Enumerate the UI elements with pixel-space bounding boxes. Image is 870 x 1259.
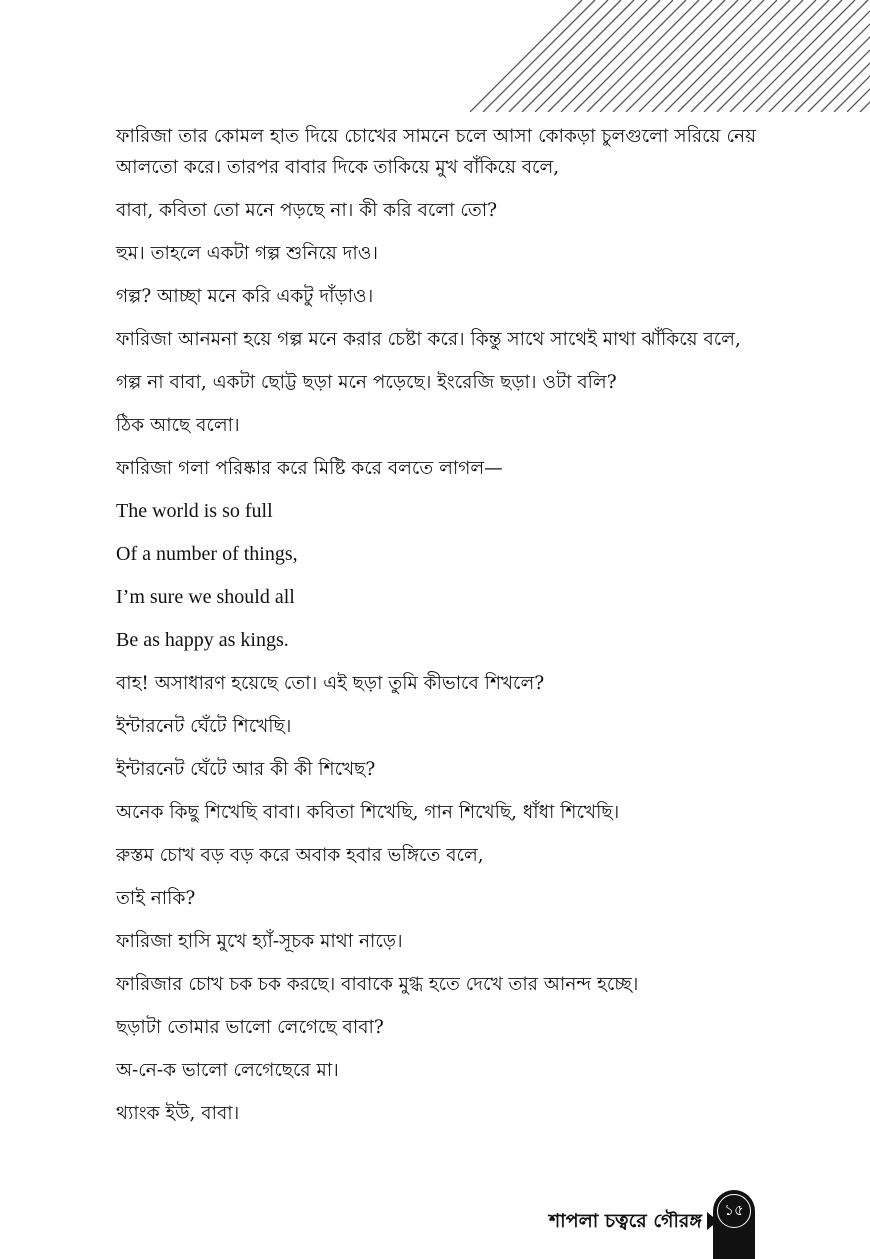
paragraph-6: গল্প না বাবা, একটা ছোট্ট ছড়া মনে পড়েছে। ইংরেজি ছড়া। ওটা বলি? (116, 372, 617, 393)
poem-line-4: Be as happy as kings. (116, 629, 289, 651)
paragraph-4: গল্প? আচ্ছা মনে করি একটু দাঁড়াও। (116, 286, 374, 307)
paragraph-20: ফারিজার চোখ চক চক করছে। বাবাকে মুগ্ধ হতে দেখে তার আনন্দ হচ্ছে। (116, 974, 639, 995)
poem-line-1: The world is so full (116, 500, 273, 522)
paragraph-13: বাহ! অসাধারণ হয়েছে তো। এই ছড়া তুমি কীভাবে শিখলে? (116, 673, 545, 694)
hatch-stripe (821, 0, 870, 112)
paragraph-2: বাবা, কবিতা তো মনে পড়ছে না। কী করি বলো তো? (116, 200, 498, 221)
hatch-stripe (795, 0, 870, 112)
paragraph-3: হুম। তাহলে একটা গল্প শুনিয়ে দাও। (116, 243, 378, 264)
paragraph-8: ফারিজা গলা পরিষ্কার করে মিষ্টি করে বলতে লাগল— (116, 458, 503, 479)
paragraph-17: রুস্তম চোখ বড় বড় করে অবাক হবার ভঙ্গিতে বলে, (116, 845, 484, 866)
page-number: ১৫ (717, 1194, 751, 1228)
paragraph-16: অনেক কিছু শিখেছি বাবা। কবিতা শিখেছি, গান শিখেছি, ধাঁধা শিখেছি। (116, 802, 620, 823)
poem-line-2: Of a number of things, (116, 543, 298, 565)
paragraph-22: অ-নে-ক ভালো লেগেছেরে মা। (116, 1060, 339, 1081)
page-footer (0, 1186, 870, 1259)
paragraph-5: ফারিজা আনমনা হয়ে গল্প মনে করার চেষ্টা করে। কিন্তু সাথে সাথেই মাথা ঝাঁকিয়ে বলে, (116, 329, 741, 350)
paragraph-23: থ্যাংক ইউ, বাবা। (116, 1103, 240, 1124)
book-title: শাপলা চত্বরে গৌরঙ্গ (548, 1210, 702, 1232)
paragraph-1: ফারিজা তার কোমল হাত দিয়ে চোখের সামনে চলে আসা কোকড়া চুলগুলো সরিয়ে নেয় আলতো করে। তারপর বাবার দিকে তাকিয়ে মুখ বাঁকিয়ে বলে, (116, 126, 756, 178)
paragraph-18: তাই নাকি? (116, 888, 196, 909)
paragraph-7: ঠিক আছে বলো। (116, 415, 240, 436)
paragraph-14: ইন্টারনেট ঘেঁটে শিখেছি। (116, 716, 292, 737)
page-text-body (116, 121, 756, 1129)
paragraph-15: ইন্টারনেট ঘেঁটে আর কী কী শিখেছ? (116, 759, 376, 780)
paragraph-21: ছড়াটা তোমার ভালো লেগেছে বাবা? (116, 1017, 384, 1038)
hatch-stripe (769, 0, 870, 112)
poem-line-3: I’m sure we should all (116, 586, 295, 608)
paragraph-19: ফারিজা হাসি মুখে হ্যাঁ-সূচক মাথা নাড়ে। (116, 931, 403, 952)
diagonal-stripes-decoration (470, 0, 870, 112)
